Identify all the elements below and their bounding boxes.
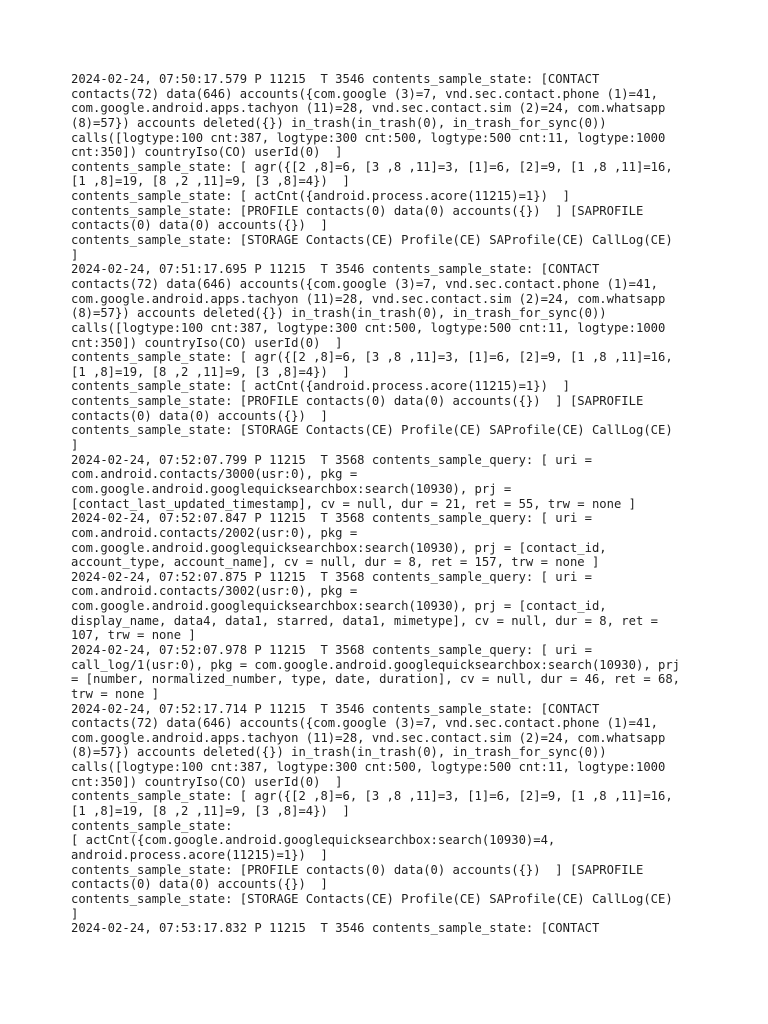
log-line: account_type, account_name], cv = null, dur = 8, ret = 157, trw = none ] xyxy=(71,555,600,570)
log-line: calls([logtype:100 cnt:387, logtype:300 cnt:500, logtype:500 cnt:11, logtype:1000 xyxy=(71,760,666,775)
log-line: contacts(0) data(0) accounts({}) ] xyxy=(71,218,328,233)
log-line: contacts(0) data(0) accounts({}) ] xyxy=(71,877,328,892)
log-line: 2024-02-24, 07:52:07.875 P 11215 T 3568 contents_sample_query: [ uri = xyxy=(71,569,592,584)
log-line: cnt:350]) countryIso(CO) userId(0) ] xyxy=(71,774,343,789)
log-line: contents_sample_state: [ agr({[2 ,8]=6, [3 ,8 ,11]=3, [1]=6, [2]=9, [1 ,8 ,11]=16, xyxy=(71,789,673,804)
log-line: contents_sample_state: [PROFILE contacts(0) data(0) accounts({}) ] [SAPROFILE xyxy=(71,862,644,877)
log-line: contents_sample_state: xyxy=(71,818,233,833)
log-line: com.google.android.apps.tachyon (11)=28, vnd.sec.contact.sim (2)=24, com.whatsapp xyxy=(71,730,666,745)
log-line: [1 ,8]=19, [8 ,2 ,11]=9, [3 ,8]=4}) ] xyxy=(71,804,350,819)
log-line: contacts(72) data(646) accounts({com.google (3)=7, vnd.sec.contact.phone (1)=41, xyxy=(71,276,658,291)
log-line: com.google.android.googlequicksearchbox:search(10930), prj = xyxy=(71,481,512,496)
log-line: [ actCnt({com.google.android.googlequicksearchbox:search(10930)=4, xyxy=(71,833,556,848)
log-line: contents_sample_state: [STORAGE Contacts(CE) Profile(CE) SAProfile(CE) CallLog(CE) xyxy=(71,423,673,438)
log-line: contents_sample_state: [PROFILE contacts(0) data(0) accounts({}) ] [SAPROFILE xyxy=(71,203,644,218)
log-line: (8)=57}) accounts deleted({}) in_trash(in_trash(0), in_trash_for_sync(0)) xyxy=(71,115,607,130)
log-line: contents_sample_state: [STORAGE Contacts(CE) Profile(CE) SAProfile(CE) CallLog(CE) xyxy=(71,233,673,248)
log-line: contacts(72) data(646) accounts({com.google (3)=7, vnd.sec.contact.phone (1)=41, xyxy=(71,716,658,731)
log-line: ] xyxy=(71,438,79,453)
log-line: contents_sample_state: [ agr({[2 ,8]=6, [3 ,8 ,11]=3, [1]=6, [2]=9, [1 ,8 ,11]=16, xyxy=(71,350,673,365)
log-line: com.android.contacts/3002(usr:0), pkg = xyxy=(71,584,358,599)
log-line: 2024-02-24, 07:52:17.714 P 11215 T 3546 contents_sample_state: [CONTACT xyxy=(71,701,600,716)
log-line: com.android.contacts/3000(usr:0), pkg = xyxy=(71,467,358,482)
log-line: [1 ,8]=19, [8 ,2 ,11]=9, [3 ,8]=4}) ] xyxy=(71,174,350,189)
log-line: 2024-02-24, 07:52:07.799 P 11215 T 3568 contents_sample_query: [ uri = xyxy=(71,452,592,467)
log-line: cnt:350]) countryIso(CO) userId(0) ] xyxy=(71,145,343,160)
log-line: contacts(72) data(646) accounts({com.google (3)=7, vnd.sec.contact.phone (1)=41, xyxy=(71,86,658,101)
log-line: (8)=57}) accounts deleted({}) in_trash(in_trash(0), in_trash_for_sync(0)) xyxy=(71,745,607,760)
log-line: (8)=57}) accounts deleted({}) in_trash(in_trash(0), in_trash_for_sync(0)) xyxy=(71,306,607,321)
log-line: 2024-02-24, 07:50:17.579 P 11215 T 3546 contents_sample_state: [CONTACT xyxy=(71,72,600,86)
log-line: com.google.android.apps.tachyon (11)=28, vnd.sec.contact.sim (2)=24, com.whatsapp xyxy=(71,291,666,306)
log-line: 2024-02-24, 07:53:17.832 P 11215 T 3546 contents_sample_state: [CONTACT xyxy=(71,921,600,936)
log-line: calls([logtype:100 cnt:387, logtype:300 cnt:500, logtype:500 cnt:11, logtype:1000 xyxy=(71,320,666,335)
log-line: contents_sample_state: [PROFILE contacts(0) data(0) accounts({}) ] [SAPROFILE xyxy=(71,394,644,409)
log-line: contents_sample_state: [ actCnt({android.process.acore(11215)=1}) ] xyxy=(71,379,570,394)
log-line: [1 ,8]=19, [8 ,2 ,11]=9, [3 ,8]=4}) ] xyxy=(71,364,350,379)
log-line: contents_sample_state: [ actCnt({android.process.acore(11215)=1}) ] xyxy=(71,189,570,204)
log-text-block xyxy=(71,72,711,936)
log-line: 2024-02-24, 07:52:07.847 P 11215 T 3568 contents_sample_query: [ uri = xyxy=(71,511,592,526)
log-line: cnt:350]) countryIso(CO) userId(0) ] xyxy=(71,335,343,350)
log-line: 2024-02-24, 07:52:07.978 P 11215 T 3568 contents_sample_query: [ uri = xyxy=(71,642,592,657)
log-line: contents_sample_state: [STORAGE Contacts(CE) Profile(CE) SAProfile(CE) CallLog(CE) xyxy=(71,891,673,906)
log-line: com.android.contacts/2002(usr:0), pkg = xyxy=(71,525,358,540)
log-line: ] xyxy=(71,906,79,921)
log-line: = [number, normalized_number, type, date, duration], cv = null, dur = 46, ret = 68, xyxy=(71,672,681,687)
log-line: call_log/1(usr:0), pkg = com.google.android.googlequicksearchbox:search(10930), prj xyxy=(71,657,681,672)
log-line: android.process.acore(11215)=1}) ] xyxy=(71,847,328,862)
log-line: contents_sample_state: [ agr({[2 ,8]=6, [3 ,8 ,11]=3, [1]=6, [2]=9, [1 ,8 ,11]=16, xyxy=(71,159,673,174)
log-line: com.google.android.googlequicksearchbox:search(10930), prj = [contact_id, xyxy=(71,540,607,555)
log-line: com.google.android.apps.tachyon (11)=28, vnd.sec.contact.sim (2)=24, com.whatsapp xyxy=(71,101,666,116)
log-line: display_name, data4, data1, starred, data1, mimetype], cv = null, dur = 8, ret = xyxy=(71,613,658,628)
log-line: calls([logtype:100 cnt:387, logtype:300 cnt:500, logtype:500 cnt:11, logtype:1000 xyxy=(71,130,666,145)
log-line: ] xyxy=(71,247,79,262)
log-line: contacts(0) data(0) accounts({}) ] xyxy=(71,408,328,423)
log-line: trw = none ] xyxy=(71,686,160,701)
log-line: com.google.android.googlequicksearchbox:search(10930), prj = [contact_id, xyxy=(71,599,607,614)
log-line: [contact_last_updated_timestamp], cv = null, dur = 21, ret = 55, trw = none ] xyxy=(71,496,636,511)
log-line: 107, trw = none ] xyxy=(71,628,196,643)
log-line: 2024-02-24, 07:51:17.695 P 11215 T 3546 contents_sample_state: [CONTACT xyxy=(71,262,600,277)
